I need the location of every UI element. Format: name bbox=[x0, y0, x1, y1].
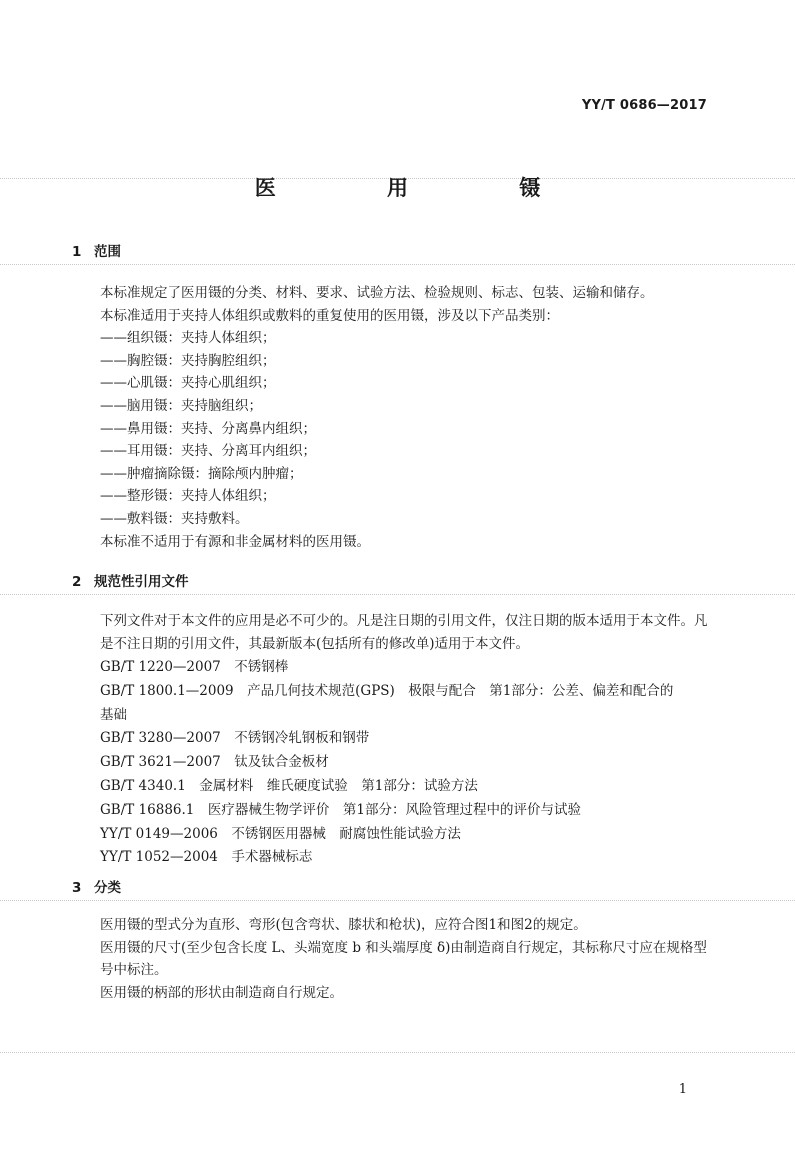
list-item: ——胸腔镊：夹持胸腔组织； bbox=[100, 352, 276, 369]
reference-code: YY/T 1052—2004 bbox=[100, 849, 218, 866]
list-item: ——组织镊：夹持人体组织； bbox=[100, 330, 276, 347]
list-item: ——心肌镊：夹持心肌组织； bbox=[100, 375, 276, 392]
document-title: 医 用 镊 bbox=[254, 176, 593, 200]
section-1-body bbox=[100, 282, 712, 553]
paragraph: 本标准不适用于有源和非金属材料的医用镊。 bbox=[100, 533, 370, 550]
reference-item bbox=[100, 799, 712, 823]
section-1-heading bbox=[72, 240, 121, 260]
reference-title: 医疗器械生物学评价 第1部分：风险管理过程中的评价与试验 bbox=[207, 801, 581, 818]
reference-item bbox=[100, 823, 712, 847]
reference-code: YY/T 0149—2006 bbox=[100, 825, 218, 842]
list-item: ——脑用镊：夹持脑组织； bbox=[100, 397, 262, 414]
paragraph: 医用镊的型式分为直形、弯形(包含弯状、膝状和枪状)，应符合图1和图2的规定。 bbox=[100, 917, 587, 933]
reference-item bbox=[100, 846, 712, 870]
reference-code: GB/T 3621—2007 bbox=[100, 754, 221, 771]
reference-item bbox=[100, 680, 712, 704]
section-3-body bbox=[100, 914, 712, 1004]
reference-title: 不锈钢棒 bbox=[234, 659, 289, 675]
reference-title: 手术器械标志 bbox=[231, 849, 313, 866]
section-number: 2 bbox=[72, 574, 82, 590]
section-title: 范围 bbox=[94, 244, 121, 260]
footer-rule bbox=[0, 1052, 795, 1053]
paragraph: 医用镊的尺寸(至少包含长度 L、头端宽度 b 和头端厚度 δ)由制造商自行规定，其标称尺寸应在规格型号中标注。 bbox=[100, 939, 707, 979]
list-item: ——鼻用镊：夹持、分离鼻内组织； bbox=[100, 420, 316, 437]
reference-code: GB/T 16886.1 bbox=[100, 801, 195, 818]
reference-item bbox=[100, 656, 712, 680]
list-item: ——耳用镊：夹持、分离耳内组织； bbox=[100, 443, 316, 460]
reference-item bbox=[100, 775, 712, 799]
page-number: 1 bbox=[678, 1082, 687, 1097]
reference-code: GB/T 1800.1—2009 bbox=[100, 682, 234, 699]
reference-code: GB/T 3280—2007 bbox=[100, 730, 221, 747]
section-number: 3 bbox=[72, 880, 82, 896]
standard-code: YY/T 0686—2017 bbox=[581, 98, 707, 113]
section-title: 规范性引用文件 bbox=[94, 574, 189, 590]
reference-title: 钛及钛合金板材 bbox=[234, 754, 329, 771]
section-2-intro bbox=[100, 610, 712, 655]
paragraph: 本标准规定了医用镊的分类、材料、要求、试验方法、检验规则、标志、包装、运输和储存。 bbox=[100, 285, 654, 301]
reference-list bbox=[100, 656, 712, 870]
paragraph: 本标准适用于夹持人体组织或敷料的重复使用的医用镊，涉及以下产品类别： bbox=[100, 307, 559, 324]
paragraph: 医用镊的柄部的形状由制造商自行规定。 bbox=[100, 984, 343, 1001]
reference-title: 不锈钢冷轧钢板和钢带 bbox=[234, 730, 370, 747]
reference-item bbox=[100, 727, 712, 751]
section-title: 分类 bbox=[94, 880, 121, 896]
reference-title: 不锈钢医用器械 耐腐蚀性能试验方法 bbox=[231, 825, 461, 842]
section-rule bbox=[0, 264, 795, 265]
section-2-heading bbox=[72, 570, 189, 590]
list-item: ——肿瘤摘除镊：摘除颅内肿瘤； bbox=[100, 465, 303, 482]
list-item: ——整形镊：夹持人体组织； bbox=[100, 488, 276, 505]
reference-code: GB/T 4340.1 bbox=[100, 777, 186, 794]
list-item: ——敷料镊：夹持敷料。 bbox=[100, 510, 249, 527]
paragraph: 下列文件对于本文件的应用是必不可少的。凡是注日期的引用文件，仅注日期的版本适用于本文件。凡是不注日期的引用文件，其最新版本(包括所有的修改单)适用于本文件。 bbox=[100, 613, 708, 652]
reference-continuation: 基础 bbox=[100, 706, 127, 723]
section-rule bbox=[0, 594, 795, 595]
section-3-heading bbox=[72, 876, 121, 896]
section-number: 1 bbox=[72, 244, 82, 260]
reference-item bbox=[100, 751, 712, 775]
section-rule bbox=[0, 900, 795, 901]
reference-title: 金属材料 维氏硬度试验 第1部分：试验方法 bbox=[199, 777, 478, 794]
reference-title: 产品几何技术规范(GPS) 极限与配合 第1部分：公差、偏差和配合的 bbox=[247, 682, 674, 699]
reference-code: GB/T 1220—2007 bbox=[100, 659, 221, 675]
